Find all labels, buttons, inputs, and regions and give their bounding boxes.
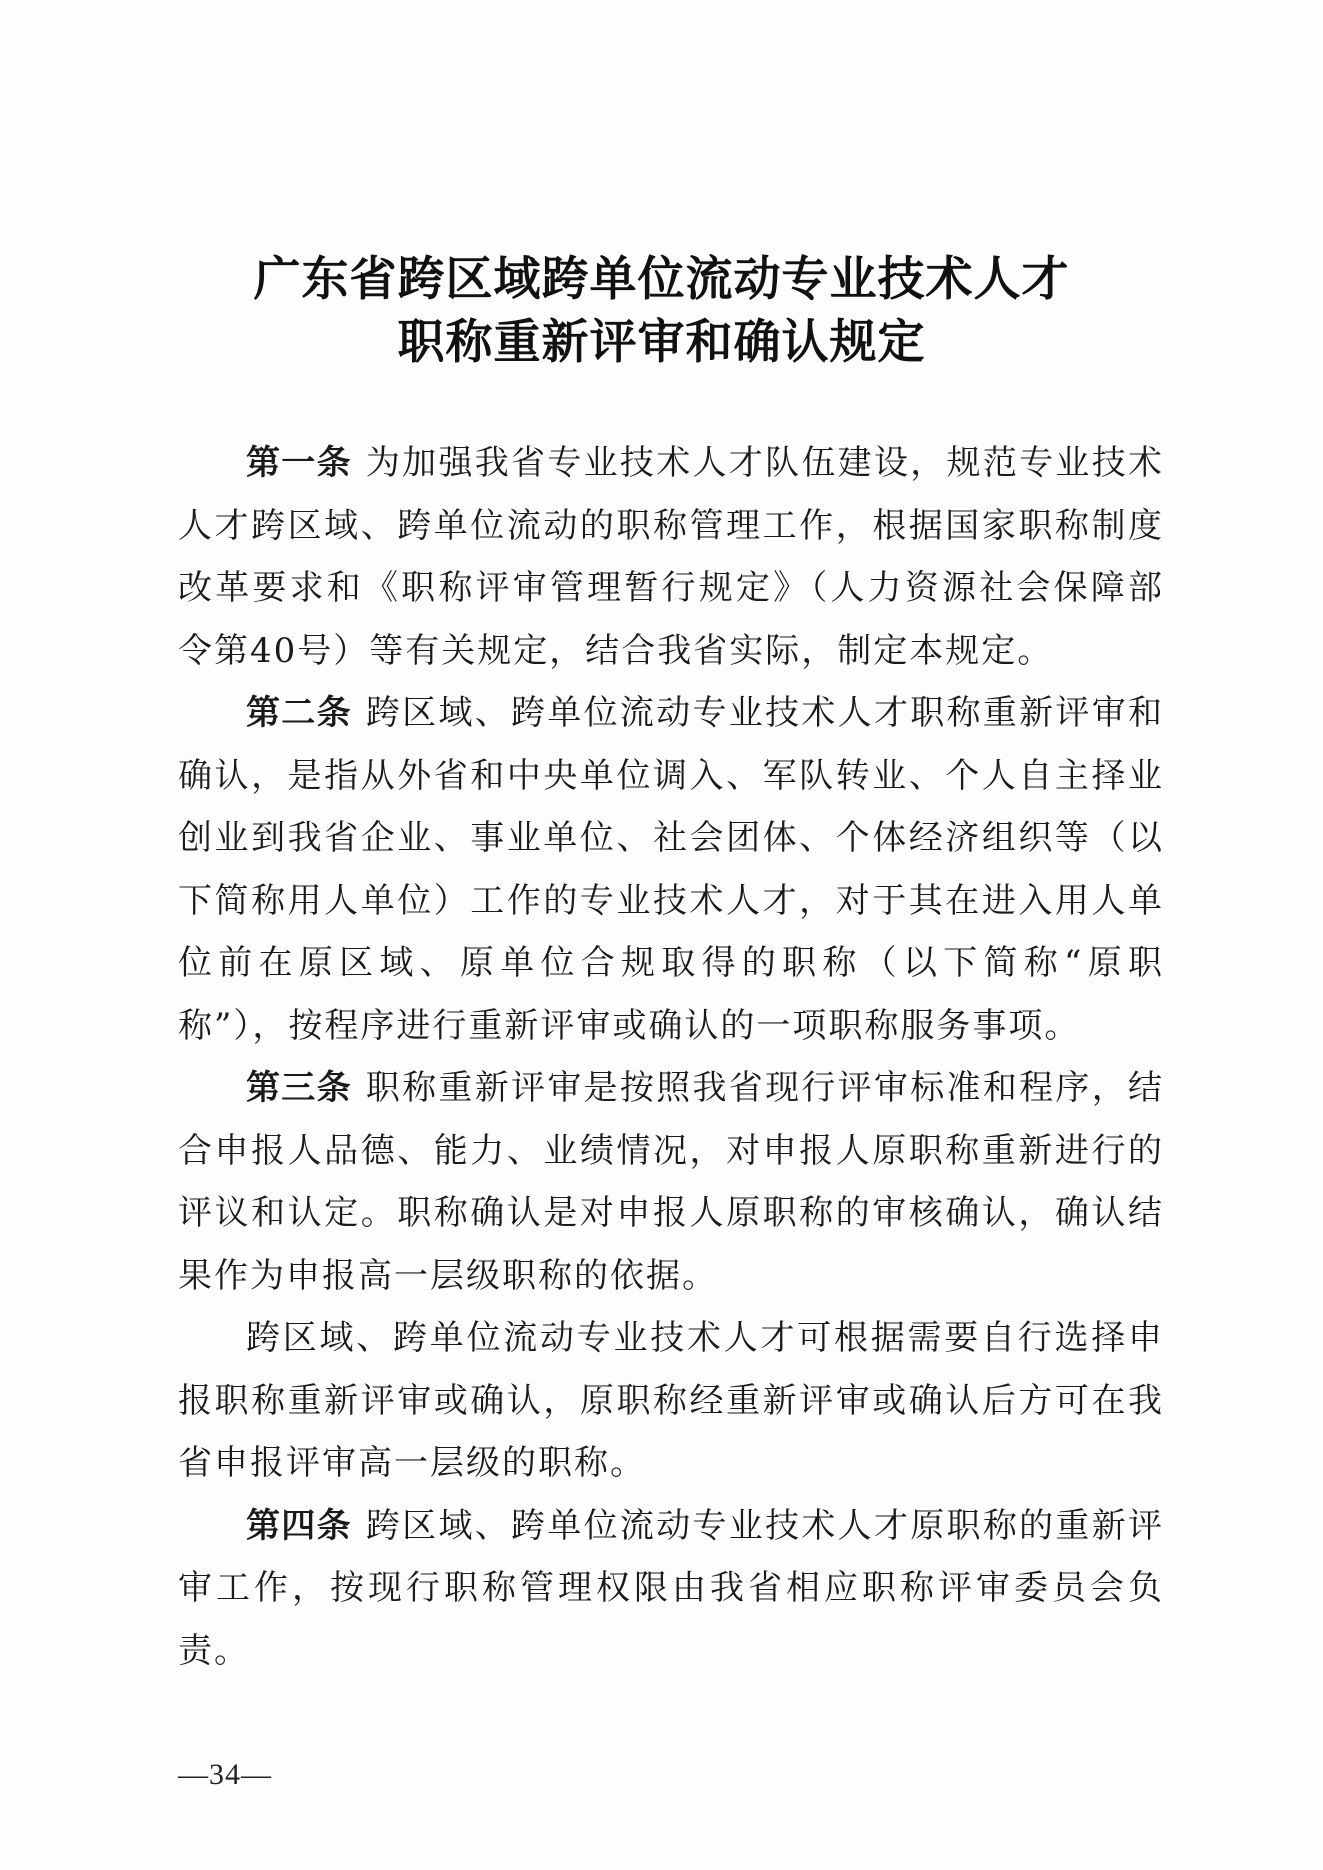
article-text: 跨区域、跨单位流动专业技术人才原职称的重新评审工作，按现行职称管理权限由我省相应职称评审委员会负责。 bbox=[178, 1505, 1164, 1671]
article-heading: 第三条 bbox=[246, 1068, 352, 1108]
article-heading: 第一条 bbox=[246, 443, 352, 483]
article-text: 跨区域、跨单位流动专业技术人才可根据需要自行选择申报职称重新评审或确认，原职称经重新评审或确认后方可在我省申报评审高一层级的职称。 bbox=[178, 1318, 1164, 1483]
article-2 bbox=[178, 682, 1164, 1057]
article-heading: 第四条 bbox=[246, 1505, 352, 1546]
article-text: 为加强我省专业技术人才队伍建设，规范专业技术人才跨区域、跨单位流动的职称管理工作，根据国家职称制度改革要求和《职称评审管理暂行规定》（人力资源社会保障部令第40号）等有关规定，结合我省实际，制定本规定。 bbox=[178, 443, 1164, 671]
article-heading: 第二条 bbox=[246, 693, 352, 733]
article-1 bbox=[178, 432, 1164, 682]
document-title-line-2: 职称重新评审和确认规定 bbox=[397, 315, 926, 370]
article-text: 职称重新评审是按照我省现行评审标准和程序，结合申报人品德、能力、业绩情况，对申报人原职称重新进行的评议和认定。职称确认是对申报人原职称的审核确认，确认结果作为申报高一层级职称的依据。 bbox=[178, 1068, 1164, 1296]
document-body bbox=[178, 432, 1164, 1682]
article-4 bbox=[178, 1495, 1164, 1683]
document-title-line-1: 广东省跨区域跨单位流动专业技术人才 bbox=[253, 252, 1070, 307]
article-3-paragraph-2 bbox=[178, 1307, 1164, 1495]
article-3 bbox=[178, 1057, 1164, 1307]
article-text: 跨区域、跨单位流动专业技术人才职称重新评审和确认，是指从外省和中央单位调入、军队转业、个人自主择业创业到我省企业、事业单位、社会团体、个体经济组织等（以下简称用人单位）工作的专业技术人才，对于其在进入用人单位前在原区域、原单位合规取得的职称（以下简称“原职称”），按程序进行重新评审或确认的一项职称服务事项。 bbox=[178, 693, 1164, 1046]
page-number: —34— bbox=[178, 1758, 272, 1791]
